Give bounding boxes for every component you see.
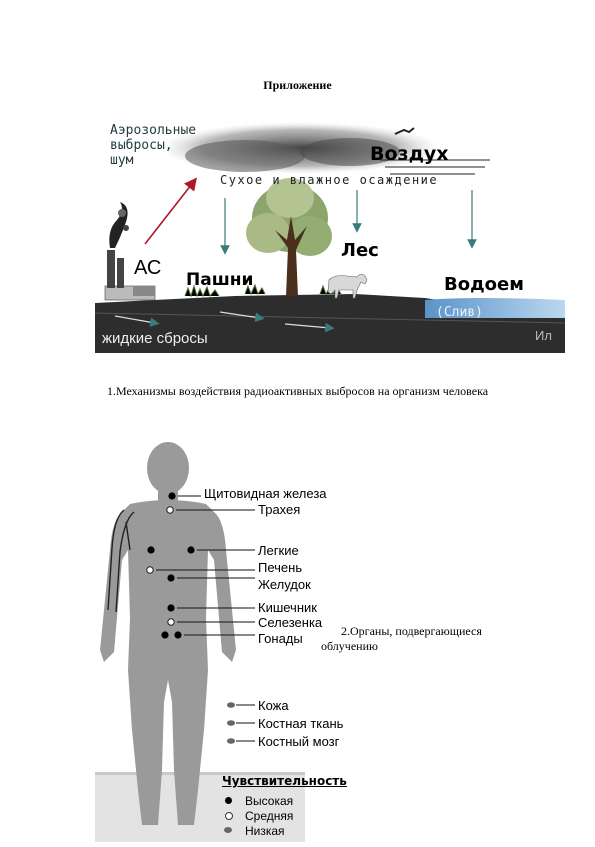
drain-label: (Слив) [436, 305, 483, 320]
plant-label: АС [134, 257, 162, 279]
air-label: Воздух [370, 143, 449, 165]
organ-label-thyroid: Щитовидная железа [204, 486, 327, 501]
organ-label-spleen: Селезенка [258, 615, 323, 630]
organ-label-trachea: Трахея [258, 502, 301, 517]
emission-arrow [145, 180, 195, 244]
legend-item-low: Низкая [220, 824, 370, 838]
fields-label: Пашни [186, 270, 254, 290]
organ-label-stomach: Желудок [258, 577, 311, 592]
legend-item-high: Высокая [220, 794, 370, 808]
emissions-label: Аэрозольные выбросы, шум [110, 123, 197, 168]
organ-label-intestine: Кишечник [258, 600, 317, 615]
deposition-label: Сухое и влажное осаждение [220, 173, 439, 187]
organ-label-skin: Кожа [258, 698, 289, 713]
legend-title: Чувствительность [222, 774, 347, 788]
organ-label-bone: Костная ткань [258, 716, 344, 731]
liquid-label: жидкие сбросы [102, 330, 208, 347]
organ-label-marrow: Костный мозг [258, 734, 340, 749]
figure1-caption: 1.Механизмы воздействия радиоактивных выбросов на организм человека [106, 384, 489, 398]
legend-dot-medium [225, 812, 233, 820]
legend-dot-low [224, 827, 232, 833]
organ-label-gonads: Гонады [258, 631, 303, 646]
silt-label: Ил [535, 328, 552, 343]
legend-dot-high [225, 797, 232, 804]
figure2-caption: 2.Органы, подвергающиеся облучению [321, 624, 482, 653]
power-plant-icon [105, 202, 155, 300]
legend-item-medium: Средняя [220, 809, 370, 823]
forest-label: Лес [341, 240, 379, 261]
organ-label-lungs: Легкие [258, 543, 299, 558]
tree-icon [246, 178, 332, 296]
legend [220, 774, 370, 838]
page-title: Приложение [263, 78, 332, 92]
water-label: Водоем [444, 274, 524, 295]
organ-label-liver: Печень [258, 560, 303, 575]
